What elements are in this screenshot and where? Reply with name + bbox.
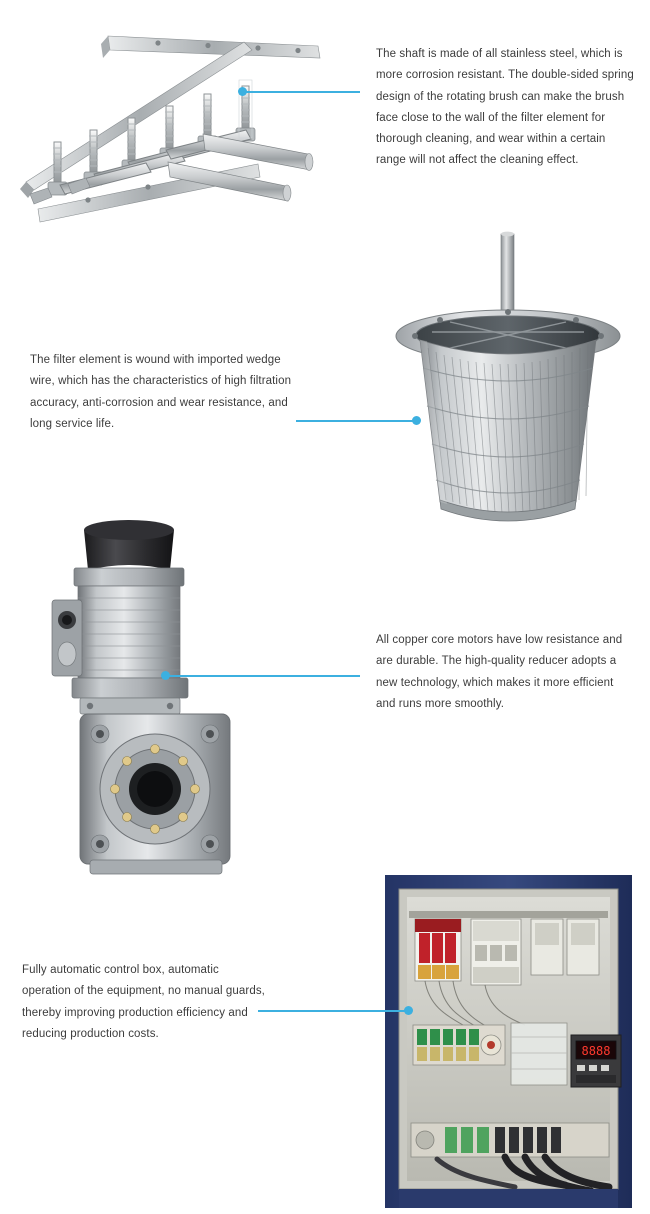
control-box-caption: Fully automatic control box, automatic operation of the equipment, no manual guards, thereby improving production efficiency and reducing production costs.	[22, 964, 265, 1040]
timer-display-value: 8888	[581, 1044, 611, 1058]
motor-connector-dot	[161, 671, 170, 680]
filter-element-connector-dot	[412, 416, 421, 425]
control-box-connector-dot	[404, 1006, 413, 1015]
shaft-connector-line	[244, 91, 360, 93]
filter-element-illustration	[380, 228, 648, 548]
motor-and-reducer-photo	[22, 508, 272, 878]
motor-connector-line	[168, 675, 360, 677]
wedge-wire-filter-element-photo	[380, 228, 648, 548]
filter-element-caption: The filter element is wound with imported wedge wire, which has the characteristics of high filtration accuracy, anti-corrosion and wear resistance, and long service life.	[30, 354, 292, 430]
shaft-connector-dot	[238, 87, 247, 96]
filter-element-connector-line	[296, 420, 416, 422]
motor-illustration	[22, 508, 272, 878]
control-box-illustration	[385, 875, 632, 1208]
motor-caption: All copper core motors have low resistance and are durable. The high-quality reducer adopts a new technology, which makes it more efficient and runs more smoothly.	[376, 634, 623, 710]
rotating-brush-shaft-photo	[8, 14, 338, 229]
shaft-caption: The shaft is made of all stainless steel, which is more corrosion resistant. The double-sided spring design of the rotating brush can make the brush face close to the wall of the filter element for thorough cleaning, and wear within a certain range will not affect the cleaning effect.	[376, 48, 634, 167]
automatic-control-box-photo	[385, 875, 632, 1208]
control-box-connector-line	[258, 1010, 408, 1012]
shaft-illustration	[8, 14, 338, 229]
